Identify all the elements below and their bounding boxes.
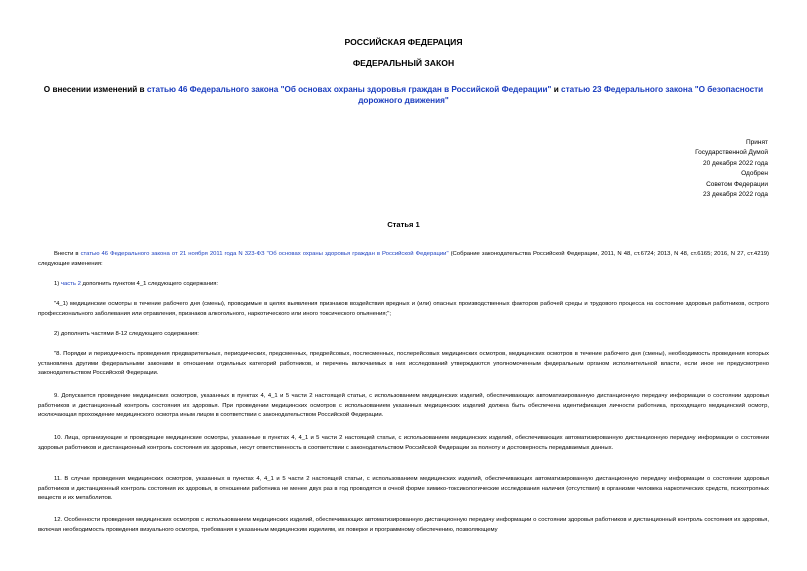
- paragraph-item-2: [38, 330, 769, 340]
- intro-text-1: Внести в: [54, 251, 81, 257]
- part-9-text: 9. Допускается проведение медицинских осмотров, указанных в пунктах 4, 4_1 и 5 части 2 настоящей статьи, с использованием медицинских изделий, обеспечивающих автоматизированную дистанционную передачу информации о состоянии здоровья работников и дистанционный контроль состояния их здоровья. При проведении медицинских осмотров с использованием указанных медицинских изделий должна быть обеспечена идентификация личности работника, проходящего медицинский осмотр, исключающая прохождение медицинского осмотра иным лицом в соответствии с законодательством Российской Федерации.: [38, 393, 769, 419]
- accepted-body: Государственной Думой: [695, 149, 768, 157]
- part-11-text: 11. В случае проведения медицинских осмотров, указанных в пунктах 4, 4_1 и 5 части 2 настоящей статьи, с использованием медицинских изделий, обеспечивающих автоматизированную дистанционную передачу информации о состоянии здоровья работников и дистанционный контроль состояния их здоровья, в отношении работника не менее двух раз в год проводятся в очной форме химико-токсикологические исследования наличия (отсутствия) в организме человека наркотических средств, психотропных веществ и их метаболитов.: [38, 476, 769, 502]
- accepted-label: Принят: [745, 139, 768, 146]
- paragraph-intro: [38, 250, 769, 269]
- country-heading: РОССИЙСКАЯ ФЕДЕРАЦИЯ: [344, 37, 463, 47]
- title-text-2: и: [551, 85, 562, 94]
- part-12-text: 12. Особенности проведения медицинских осмотров с использованием медицинских изделий, обеспечивающих автоматизированную дистанционную передачу информации о состоянии здоровья работников и дистанционный контроль состояния их здоровья, включая необходимость проведения визуального осмотра, требования к указанным медицинским изделиям, их поверке и программному обеспечению, позволяющему: [38, 517, 769, 533]
- part-2-link[interactable]: часть 2: [60, 281, 81, 287]
- paragraph-item-1: [38, 280, 769, 290]
- paragraph-part-10: [38, 434, 769, 453]
- paragraph-part-8: [38, 350, 769, 379]
- intro-law-link[interactable]: статью 46 Федерального закона от 21 ноября 2011 года N 323-ФЗ "Об основах охраны здоровья граждан в Российской Федерации": [80, 251, 449, 257]
- approved-date: 23 декабря 2022 года: [702, 191, 768, 199]
- item-1-text-2: дополнить пунктом 4_1 следующего содержания:: [80, 281, 219, 287]
- paragraph-part-12: [38, 516, 769, 535]
- paragraph-part-9: [38, 392, 769, 421]
- article-heading: Статья 1: [387, 220, 420, 229]
- paragraph-part-11: [38, 475, 769, 504]
- paragraph-item-4-1: [38, 300, 769, 319]
- item-4-1-text: "4_1) медицинские осмотры в течение рабочего дня (смены), проводимые в целях выявления признаков воздействия вредных и (или) опасных производственных факторов рабочей среды и трудового процесса на состояние здоровья работников, острого профессионального заболевания или отравления, признаков алкогольного, наркотического или иного токсического опьянения;";: [38, 301, 769, 317]
- part-10-text: 10. Лица, организующие и проводящие медицинские осмотры, указанные в пунктах 4, 4_1 и 5 части 2 настоящей статьи, с использованием медицинских изделий, обеспечивающих автоматизированную дистанционную передачу информации о состоянии здоровья работников и дистанционный контроль состояния их здоровья, несут ответственность в соответствии с законодательством Российской Федерации за полноту и достоверность передаваемых данных.: [38, 435, 769, 451]
- approved-label: Одобрен: [741, 170, 768, 178]
- adoption-info: [695, 138, 768, 200]
- law-title: [30, 84, 777, 106]
- law-type-heading: ФЕДЕРАЛЬНЫЙ ЗАКОН: [352, 58, 455, 68]
- accepted-date: 20 декабря 2022 года: [702, 159, 768, 167]
- title-link-article-46[interactable]: статью 46 Федерального закона "Об основах охраны здоровья граждан в Российской Федерации": [146, 85, 552, 94]
- intro-text-2: (Собрание законодательства Российской Федерации, 2011, N 48, ст.6724; 2013, N 48, ст.6165; 2016, N 27, ст.4219) следующие изменения:: [38, 251, 769, 267]
- item-1-text-1: 1): [54, 281, 61, 287]
- approved-body: Советом Федерации: [706, 180, 768, 188]
- part-8-text: "8. Порядки и периодичность проведения предварительных, периодических, предсменных, предрейсовых, послесменных, послерейсовых медицинских осмотров, медицинских осмотров в течение рабочего дня (смены), необходимость проведения которых установлена другими федеральными законами в отношении отдельных категорий работников, и перечень включаемых в них исследований утверждаются уполномоченным федеральным органом исполнительной власти, если иное не предусмотрено законодательством Российской Федерации.: [38, 351, 769, 377]
- title-text-1: О внесении изменений в: [43, 85, 147, 94]
- item-2-text: 2) дополнить частями 8-12 следующего содержания:: [54, 331, 199, 337]
- title-link-article-23[interactable]: статью 23 Федерального закона "О безопасности дорожного движения": [358, 85, 764, 105]
